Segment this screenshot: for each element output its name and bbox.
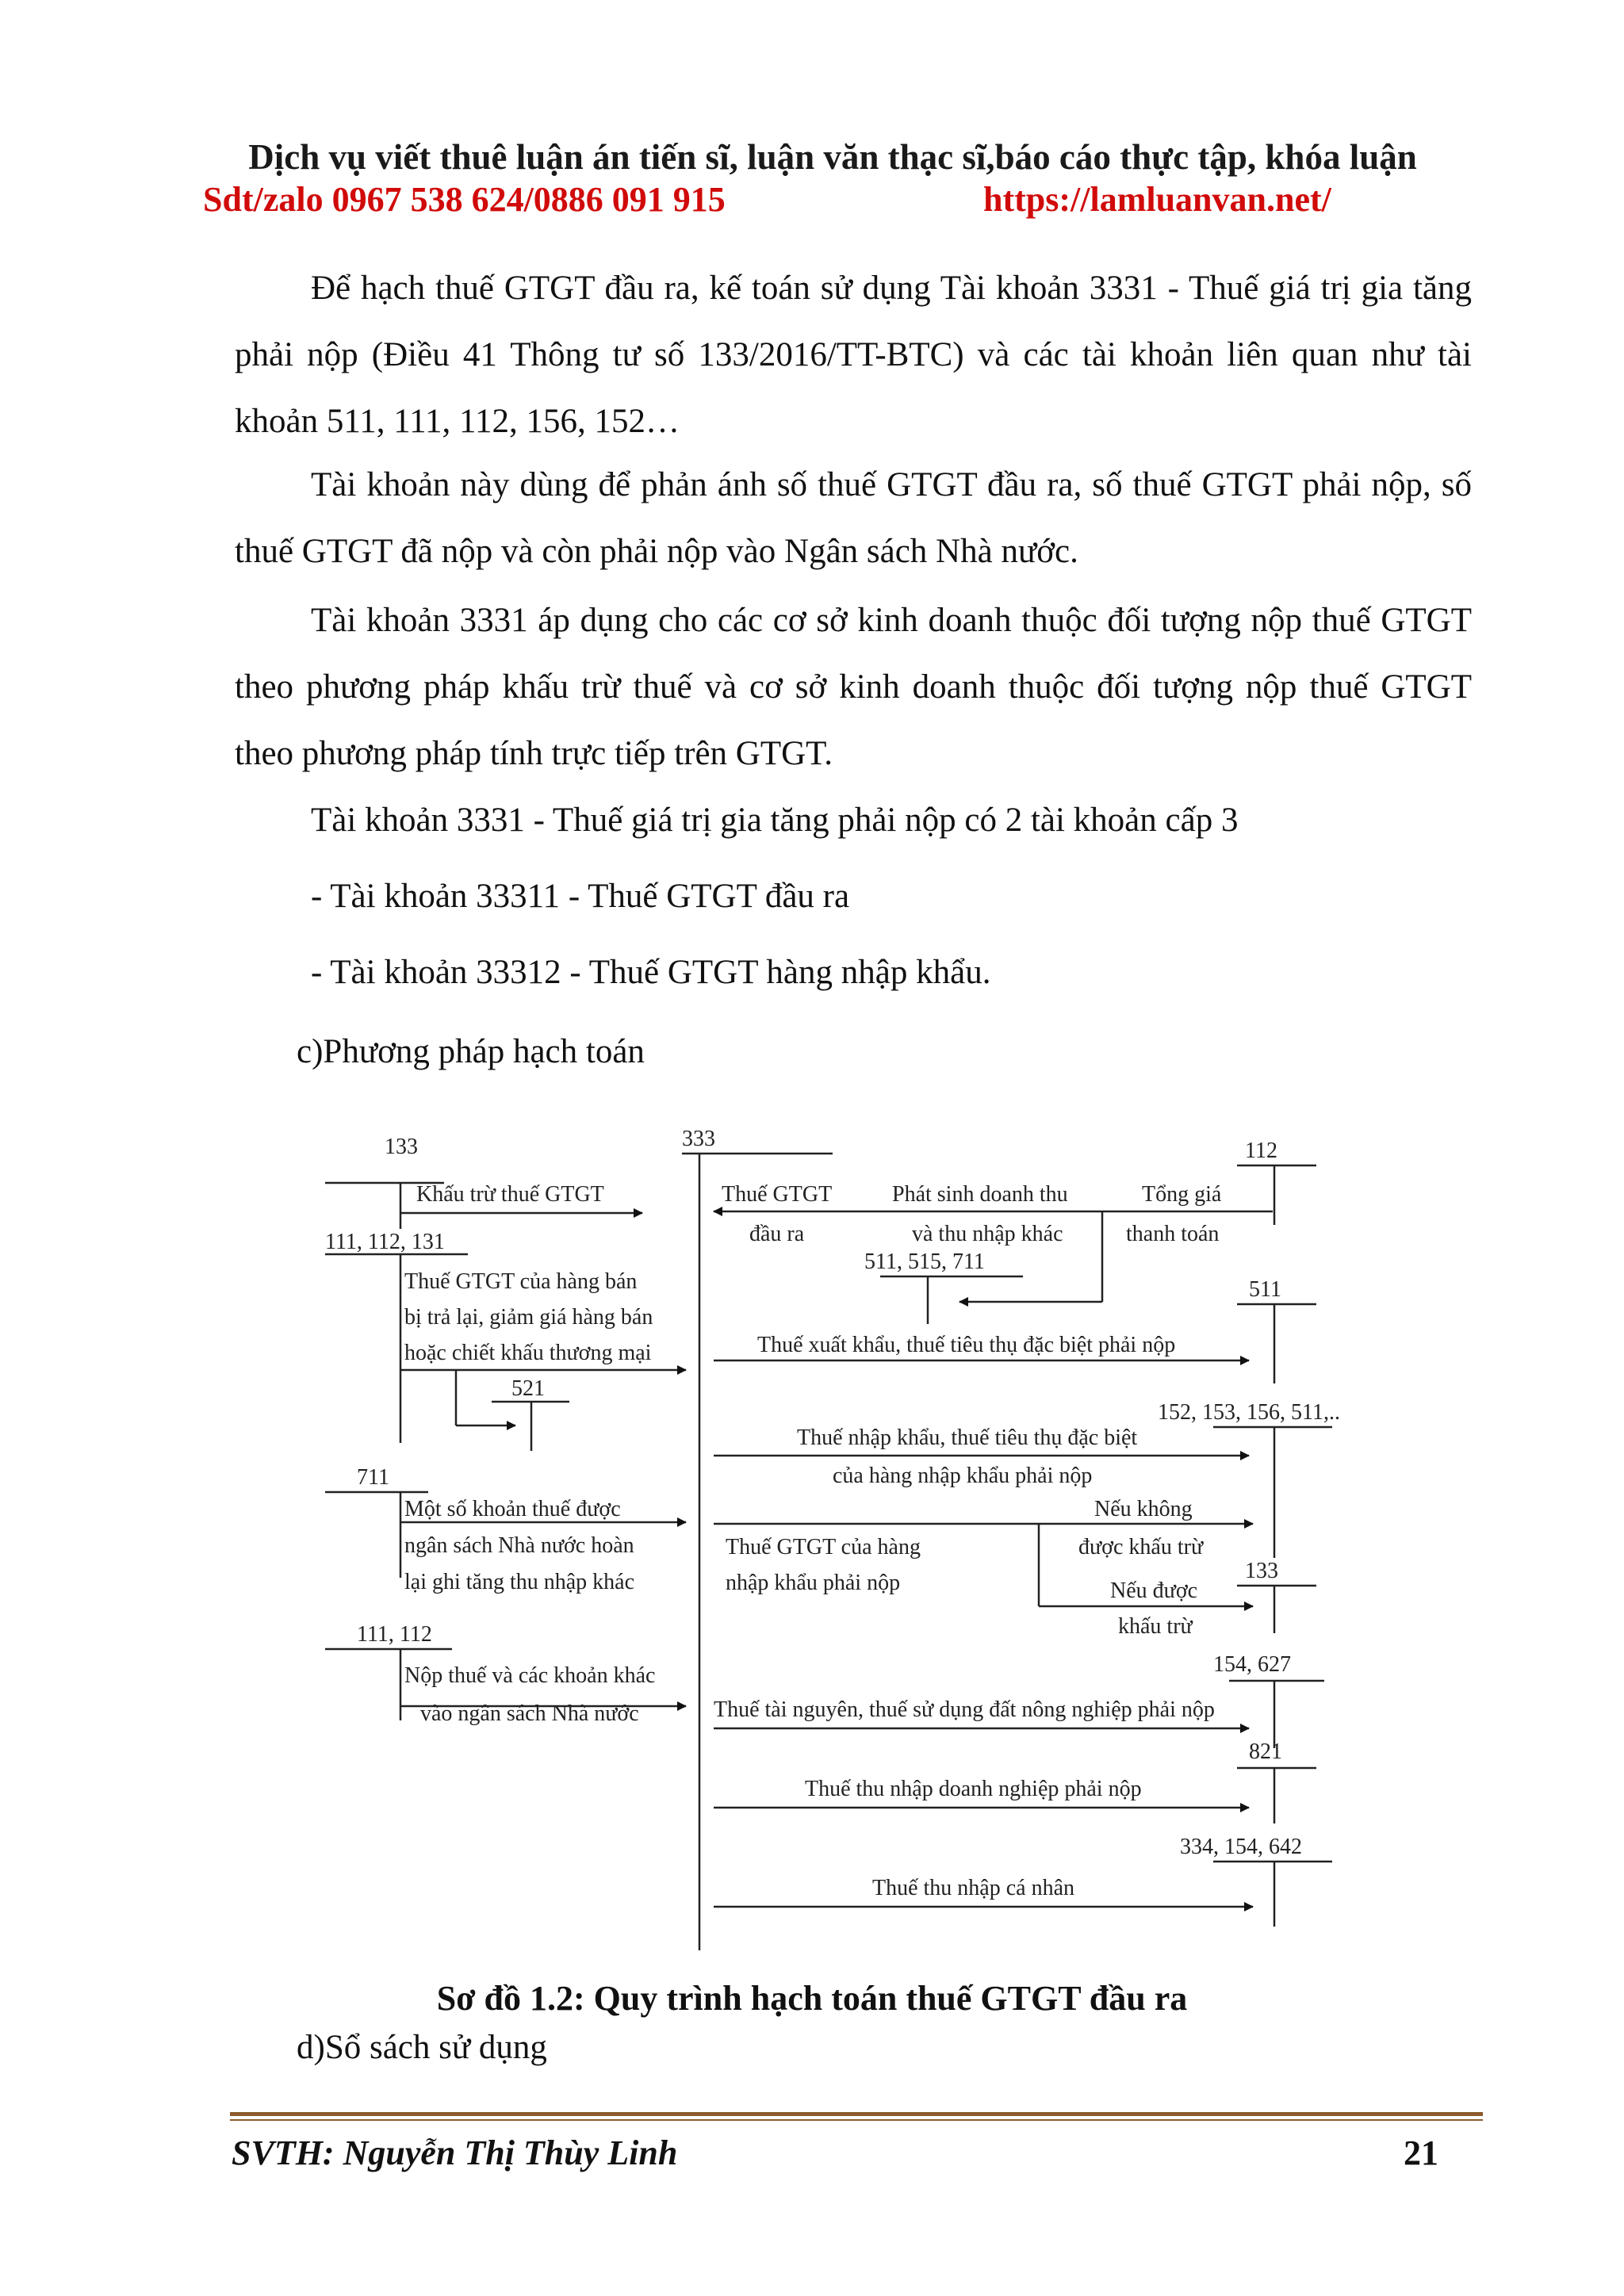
tong-gia-label-2: thanh toán [1126,1222,1220,1246]
account-3331-intro: Tài khoản 3331 - Thuế giá trị gia tăng phải nộp có 2 tài khoản cấp 3 [311,802,1239,839]
neu-duoc-label-1: Nếu được [1110,1578,1198,1603]
account-112: 112 [1245,1138,1277,1163]
account-111-112-131: 111, 112, 131 [325,1230,445,1254]
account-111-112: 111, 112 [357,1622,432,1647]
section-d-heading: d)Sổ sách sử dụng [297,2029,547,2066]
header-contact-line [203,179,1331,220]
account-33312-line: - Tài khoản 33312 - Thuế GTGT hàng nhập khẩu. [311,954,991,991]
tai-nguyen-label: Thuế tài nguyên, thuế sử dụng đất nông nghiệp phải nộp [714,1697,1215,1722]
phat-sinh-label-2: và thu nhập khác [912,1222,1063,1246]
footer-divider [230,2112,1483,2116]
paragraph-3: Tài khoản 3331 áp dụng cho các cơ sở kinh doanh thuộc đối tượng nộp thuế GTGT theo phương pháp khấu trừ thuế và cơ sở kinh doanh thuộc đối tượng nộp thuế GTGT theo phương pháp tính trực tiếp trên GTGT. [235,602,1472,772]
tra-lai-label-3: hoặc chiết khấu thương mại [404,1341,652,1365]
paragraph-2: Tài khoản này dùng để phản ánh số thuế GTGT đầu ra, số thuế GTGT phải nộp, số thuế GTGT đã nộp và còn phải nộp vào Ngân sách Nhà nước. [235,466,1472,570]
khau-tru-label: Khấu trừ thuế GTGT [416,1182,604,1207]
header-website-link[interactable]: https://lamluanvan.net/ [983,180,1331,219]
account-133-top: 133 [385,1135,418,1159]
paragraph-1: Để hạch thuế GTGT đầu ra, kế toán sử dụng Tài khoản 3331 - Thuế giá trị gia tăng phải nộp (Điều 41 Thông tư số 133/2016/TT-BTC) và các tài khoản liên quan như tài khoản 511, 111, 112, 156, 152… [235,270,1472,440]
hoan-label-1: Một số khoản thuế được [404,1497,621,1521]
tra-lai-label-2: bị trả lại, giảm giá hàng bán [404,1305,653,1330]
tndn-label: Thuế thu nhập doanh nghiệp phải nộp [805,1777,1142,1801]
thue-gtgt-label-2: đầu ra [749,1222,805,1246]
footer-divider-thin [230,2119,1483,2121]
neu-khong-label-2: được khấu trừ [1078,1535,1204,1559]
neu-khong-label-1: Nếu không [1094,1497,1193,1521]
account-33311-line: - Tài khoản 33311 - Thuế GTGT đầu ra [311,878,850,915]
diagram-caption: Sơ đồ 1.2: Quy trình hạch toán thuế GTGT đầu ra [436,1979,1188,2018]
account-511: 511 [1249,1277,1281,1302]
hoan-label-3: lại ghi tăng thu nhập khác [404,1570,635,1594]
footer-author: SVTH: Nguyễn Thị Thùy Linh [232,2133,678,2172]
account-521: 521 [511,1376,545,1401]
nop-thue-label-2: vào ngân sách Nhà nước [420,1701,639,1726]
account-821: 821 [1249,1739,1282,1764]
accounting-flow-diagram [325,1126,1380,1950]
hang-nk-label-1: Thuế GTGT của hàng [726,1535,921,1559]
nhap-khau-label-1: Thuế nhập khẩu, thuế tiêu thụ đặc biệt [797,1425,1138,1450]
hang-nk-label-2: nhập khẩu phải nộp [726,1571,901,1595]
header-service-line: Dịch vụ viết thuê luận án tiến sĩ, luận văn thạc sĩ,báo cáo thực tập, khóa luận [248,137,1417,177]
neu-duoc-label-2: khấu trừ [1118,1614,1193,1639]
header-phone: Sdt/zalo 0967 538 624/0886 091 915 [203,180,726,219]
nhap-khau-label-2: của hàng nhập khẩu phải nộp [833,1464,1093,1488]
account-152-list: 152, 153, 156, 511,.. [1158,1400,1340,1425]
phat-sinh-label-1: Phát sinh doanh thu [892,1182,1068,1207]
hoan-label-2: ngân sách Nhà nước hoàn [404,1533,634,1558]
account-154-627: 154, 627 [1213,1652,1291,1677]
account-334-list: 334, 154, 642 [1180,1835,1302,1859]
thue-gtgt-label-1: Thuế GTGT [722,1182,833,1207]
tong-gia-label-1: Tổng giá [1142,1182,1222,1207]
page-number: 21 [1404,2133,1438,2172]
account-333: 333 [682,1127,715,1151]
xuat-khau-label: Thuế xuất khẩu, thuế tiêu thụ đặc biệt phải nộp [757,1333,1176,1357]
nop-thue-label-1: Nộp thuế và các khoản khác [404,1663,656,1688]
section-c-heading: c)Phương pháp hạch toán [297,1033,645,1070]
tra-lai-label-1: Thuế GTGT của hàng bán [404,1269,638,1294]
tncn-label: Thuế thu nhập cá nhân [872,1876,1075,1900]
account-711: 711 [357,1465,389,1490]
account-133-bottom: 133 [1245,1559,1278,1583]
account-511-515-711: 511, 515, 711 [864,1249,985,1274]
